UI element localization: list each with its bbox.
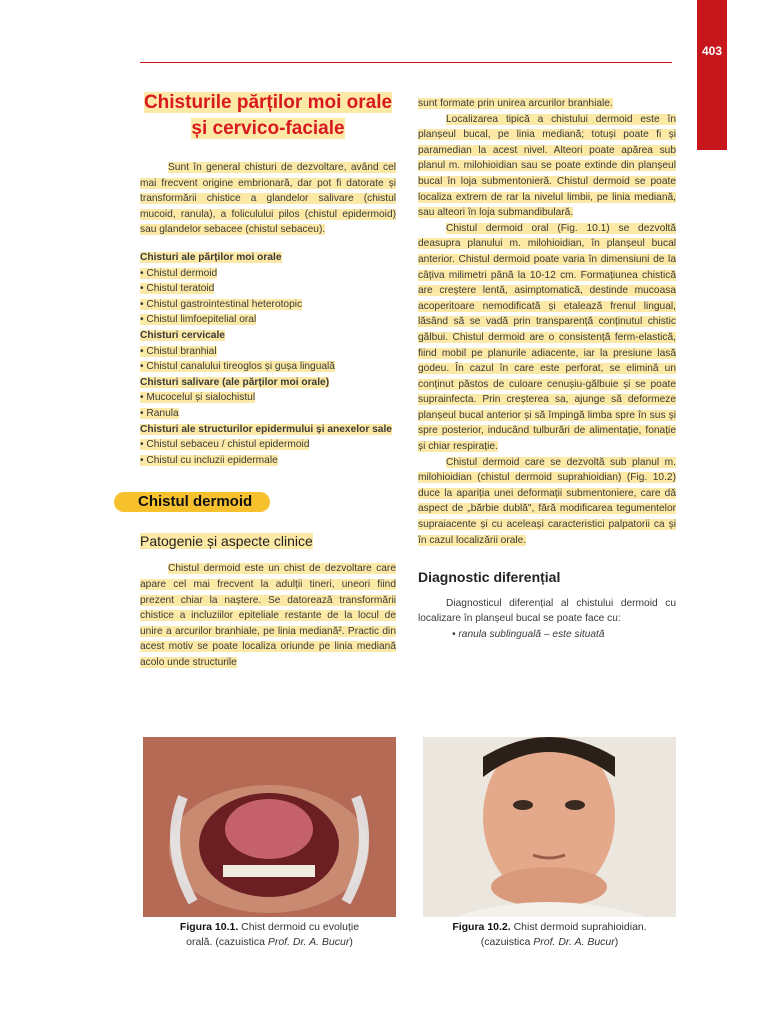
classification-heading xyxy=(140,250,396,266)
fig2-author: Prof. Dr. A. Bucur xyxy=(533,936,615,948)
classification-item-text: • Chistul teratoid xyxy=(140,283,215,295)
face-illustration xyxy=(423,737,676,917)
classification-item xyxy=(140,297,396,313)
chapter-title xyxy=(140,90,396,142)
diagnostic-item: • ranula sublinguală – este situată xyxy=(452,629,605,640)
right-paragraph-0 xyxy=(418,96,676,112)
fig2-label: Figura 10.2. xyxy=(452,921,511,933)
right-text-3: Chistul dermoid care se dezvoltă sub planul m. milohioidian (chistul dermoid suprahioidian) (Fig. 10.2) duce la apariția unei deformații submentoniere, care dă aspect de „bărbie dublă", fără modificarea tegumentelor supraiacente și cu aceleași caracteristici palpatorii ca și în cazul localizării orale. xyxy=(418,456,676,546)
classification-item-text: • Chistul limfoepitelial oral xyxy=(140,314,257,326)
classification-item xyxy=(140,406,396,422)
classification-item-text: • Chistul gastrointestinal heterotopic xyxy=(140,298,303,310)
classification-item-text: • Chistul cu incluzii epidermale xyxy=(140,454,278,466)
chapter-title-line-2: și cervico-faciale xyxy=(191,118,345,139)
intro-paragraph xyxy=(140,160,396,238)
mouth-illustration xyxy=(143,737,396,917)
right-text-1: Localizarea tipică a chistului dermoid este în planșeul bucal, pe linia mediană; totuși poate fi și paramedian la acest nivel. Alteori poate apărea sub planul m. milohioidian sau se poate extinde din planșeul bucal în loja submentonieră. Chistul dermoid se poate localiza extrem de rar la nivelul limbii, pe linia mediană, sau alteori în loja submandibulară. xyxy=(418,113,676,219)
fig1-text2: orală. (cazuistica xyxy=(186,936,268,948)
classification-list xyxy=(140,250,396,468)
classification-item xyxy=(140,437,396,453)
figure-10-2-photo xyxy=(423,737,676,917)
fig2-text2: (cazuistica xyxy=(480,936,534,948)
figure-10-2-caption xyxy=(423,920,676,950)
intro-text: Sunt în general chisturi de dezvoltare, având cel mai frecvent origine embrionară, dar pot fi datorate și transformării chistice a glandelor salivare (chistul mucoid, ranula), a foliculului pilos (chistul epidermoid) sau glandelor sebacee (chistul sebaceu). xyxy=(140,162,396,236)
fig1-label: Figura 10.1. xyxy=(179,921,239,933)
page-tab xyxy=(697,0,727,150)
classification-item xyxy=(140,453,396,469)
figure-10-1-photo xyxy=(143,737,396,917)
diagnostic-title: Diagnostic diferențial xyxy=(418,569,561,586)
right-paragraph-2 xyxy=(418,221,676,455)
classification-heading xyxy=(140,328,396,344)
top-rule xyxy=(140,62,672,63)
classification-item-text: • Mucocelul și sialochistul xyxy=(140,392,256,404)
subsection-title-text: Patogenie și aspecte clinice xyxy=(140,532,313,549)
classification-heading xyxy=(140,375,396,391)
page-number: 403 xyxy=(701,44,723,58)
classification-item-text: • Chistul dermoid xyxy=(140,267,218,279)
fig2-text1: Chist dermoid suprahioidian. xyxy=(510,921,647,933)
classification-heading-text: Chisturi ale structurilor epidermului și anexelor sale xyxy=(140,423,392,435)
classification-item-text: • Chistul sebaceu / chistul epidermoid xyxy=(140,439,310,451)
section-title: Chistul dermoid xyxy=(114,492,270,512)
fig1-end: ) xyxy=(349,936,353,948)
chapter-title-line-1: Chisturile părților moi orale xyxy=(143,92,393,113)
classification-item xyxy=(140,312,396,328)
classification-item-text: • Ranula xyxy=(140,407,179,419)
fig1-text1: Chist dermoid cu evoluție xyxy=(238,921,360,933)
right-paragraph-3 xyxy=(418,455,676,549)
right-paragraph-1 xyxy=(418,112,676,221)
classification-item xyxy=(140,344,396,360)
left-column xyxy=(140,90,396,671)
right-text-0: sunt formate prin unirea arcurilor branhiale. xyxy=(418,98,613,109)
classification-heading-text: Chisturi salivare (ale părților moi orale) xyxy=(140,376,330,388)
classification-item xyxy=(140,266,396,282)
classification-item-text: • Chistul canalului tireoglos și gușa linguală xyxy=(140,361,335,373)
pathogenesis-text: Chistul dermoid este un chist de dezvoltare care apare cel mai frecvent la adulții tineri, uneori fiind prezent chiar la naștere. Se datorează transformării chistice a incluziilor epiteliale restante de la locul de unire a arcurilor branhiale, pe linia mediană². Practic din acest motiv se poate localiza oriunde pe linia mediană acolo unde structurile xyxy=(140,563,396,669)
right-text-2: Chistul dermoid oral (Fig. 10.1) se dezvoltă deasupra planului m. milohioidian, în planșeul bucal anterior. Chistul dermoid poate varia în dimensiuni de la câțiva milimetri până la 10-12 cm. Formațiunea chistică are creștere lentă, asimptomatică, destinde mucoasa acoperitoare nemodificată și etalează frenul lingual, lăsând să se vadă prin transparență conținutul chistic gălbui. Chistul dermoid are o consistență ferm-elastică, fiind mobil pe planurile adiacente, iar la presiune lasă godeu. În cazul în care este perforat, se elimină un conținut păstos de culoare cenușiu-gălbuie și se poate suprainfecta. Prin creșterea sa, ajunge să deformeze planșeul bucal anterior și să împingă limba spre în sus și spre posterior, inducând tulburări de alimentație, fonație și chiar respirație. xyxy=(418,222,676,453)
classification-item xyxy=(140,390,396,406)
classification-item-text: • Chistul branhial xyxy=(140,345,217,357)
diagnostic-paragraph: Diagnosticul diferențial al chistului dermoid cu localizare în planșeul bucal se poate face cu: xyxy=(418,597,676,625)
right-column xyxy=(418,96,676,643)
classification-heading-text: Chisturi ale părților moi orale xyxy=(140,251,282,263)
classification-heading xyxy=(140,422,396,438)
fig2-end: ) xyxy=(614,936,619,948)
classification-item xyxy=(140,359,396,375)
classification-heading-text: Chisturi cervicale xyxy=(140,329,225,341)
figure-10-1-caption xyxy=(143,920,396,950)
classification-item xyxy=(140,281,396,297)
fig1-author: Prof. Dr. A. Bucur xyxy=(267,936,350,948)
pathogenesis-paragraph xyxy=(140,561,396,670)
subsection-title xyxy=(140,534,396,550)
